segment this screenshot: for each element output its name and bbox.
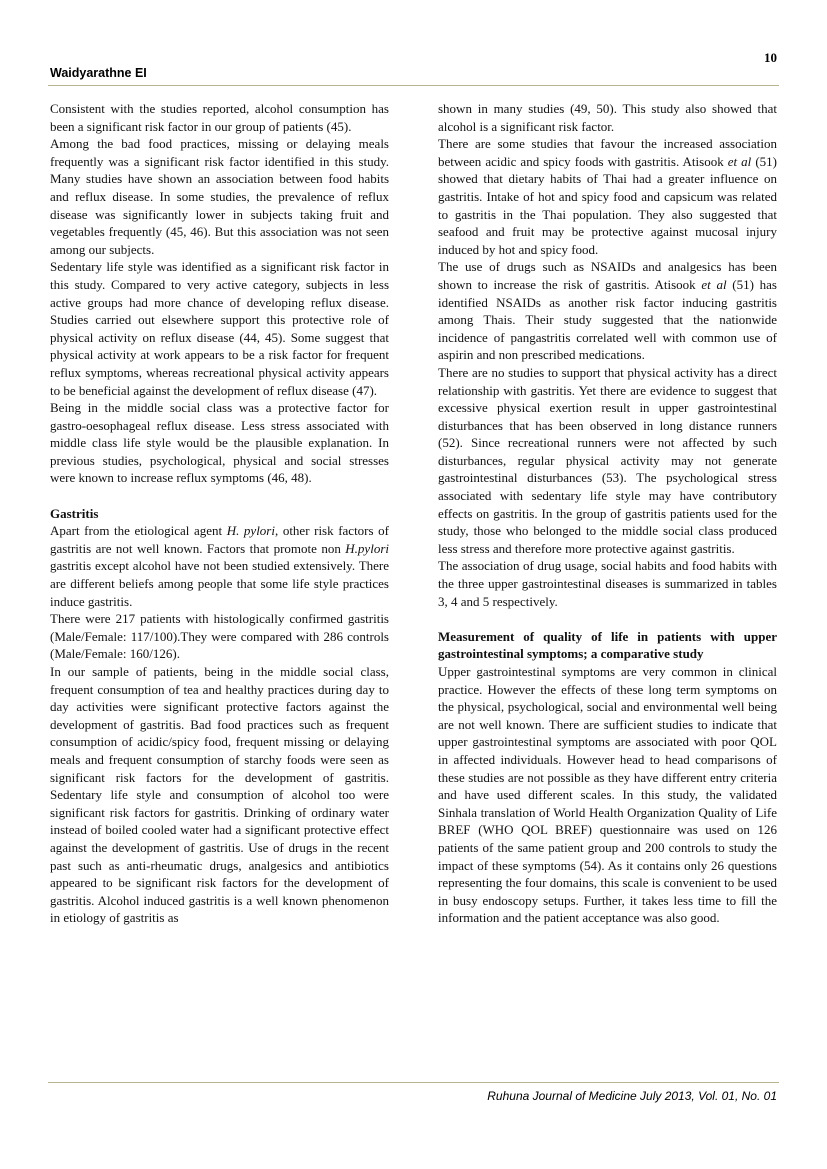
- footer-rule: [48, 1082, 779, 1083]
- header-rule: [48, 85, 779, 86]
- paragraph: Consistent with the studies reported, alcohol consumption has been a significant risk factor in our group of patients (45).: [50, 101, 389, 134]
- paragraph: Upper gastrointestinal symptoms are very common in clinical practice. However the effects of these long term symptoms on the physical, psychological, social and environmental well being are not well known. There are sufficient studies to indicate that upper gastrointestinal symptoms are associated with poor QOL in affected individuals. However head to head comparisons of these studies are not possible as they have different entry criteria and have used different scales. In this study, the validated Sinhala translation of World Health Organization Quality of Life BREF (WHO QOL BREF) questionnaire was used on 126 patients of the same patient group and 200 controls to study the impact of these symptoms (54). As it contains only 26 questions representing the four domains, this scale is convenient to be used in busy endoscopy setups. Further, it takes less time to fill the information and the patient acceptance was also good.: [438, 664, 777, 926]
- paragraph: Being in the middle social class was a protective factor for gastro-oesophageal reflux disease. Less stress associated with middle class life style would be the plausible explanation. In previous studies, psychological, physical and social stresses were known to increase reflux symptoms (46, 48).: [50, 400, 389, 486]
- italic-term: H.pylori: [345, 540, 389, 556]
- running-head-author: Waidyarathne EI: [50, 66, 147, 80]
- section-heading-qol: Measurement of quality of life in patients with upper gastrointestinal symptoms; a comparative study: [438, 628, 777, 662]
- paragraph: There are no studies to support that physical activity has a direct relationship with gastritis. Yet there are evidence to suggest that excessive physical exertion result in upper gastrointestinal disturbances that has been observed in long distance runners (52). Since recreational runners were not affected by such disturbances, regular physical activity may not generate gastrointestinal disturbances (53). The psychological stress associated with sedentary life style may have contributory effects on gastritis. In the group of gastritis patients used for the study, those who belonged to the middle social class produced less stress and therefore more protective against gastritis.: [438, 364, 777, 556]
- left-column: [50, 100, 389, 927]
- paragraph: [438, 135, 777, 258]
- text-run: The use of drugs such as NSAIDs and analgesics has been shown to increase the risk of gastritis. Atisook: [438, 259, 777, 292]
- paragraph: Among the bad food practices, missing or delaying meals frequently was a significant risk factor identified in this study. Many studies have shown an association between food habits and reflux disease. In some studies, the prevalence of reflux disease was significantly lower in subjects taking fruit and vegetables frequently (45, 46). But this association was not seen among our subjects.: [50, 136, 389, 257]
- italic-term: et al: [727, 153, 752, 169]
- journal-citation: Ruhuna Journal of Medicine July 2013, Vol. 01, No. 01: [487, 1089, 777, 1103]
- text-run: , other risk factors of gastritis are not well known. Factors that promote non: [50, 523, 389, 556]
- page-number: 10: [764, 50, 777, 65]
- right-column: [438, 100, 777, 927]
- paragraph: Sedentary life style was identified as a significant risk factor in this study. Compared to very active category, subjects in less active groups had more chance of developing reflux disease. Studies carried out elsewhere support this protective role of physical activity on reflux disease (44, 45). Some suggest that physical activity at work appears to be a risk factor for frequent reflux symptoms, whereas recreational physical activity appears to be beneficial against the development of reflux disease (47).: [50, 259, 389, 398]
- text-run: Apart from the etiological agent: [50, 523, 227, 539]
- italic-term: H. pylori: [226, 523, 275, 539]
- italic-term: et al: [701, 276, 727, 292]
- paragraph: There were 217 patients with histologically confirmed gastritis (Male/Female: 117/100).They were compared with 286 controls (Male/Female: 160/126).: [50, 611, 389, 662]
- spacer: [438, 610, 777, 628]
- text-run: gastritis except alcohol have not been studied extensively. There are different beliefs among people that some life style practices induce gastritis.: [50, 558, 389, 609]
- spacer: [50, 487, 389, 505]
- paragraph: The association of drug usage, social habits and food habits with the three upper gastrointestinal diseases is summarized in tables 3, 4 and 5 respectively.: [438, 558, 777, 609]
- paragraph: [438, 258, 777, 364]
- text-run: (51) showed that dietary habits of Thai had a greater influence on gastritis. Intake of hot and spicy food and capsicum was related to gastritis in the Thai population. They also suggested that seafood and fruit may be protective against mucosal injury induced by hot and spicy food.: [438, 153, 777, 257]
- paragraph: [50, 522, 389, 610]
- section-heading-gastritis: Gastritis: [50, 505, 99, 521]
- paragraph: In our sample of patients, being in the middle social class, frequent consumption of tea and healthy practices during day to day activities were significant protective factors against the development of gastritis. Bad food practices such as frequent consumption of acidic/spicy food, frequent missing or delaying meals and frequent consumption of starchy foods were seen as significant risk factors for the development of gastritis. Sedentary life style and consumption of alcohol too were significant risk factors for gastritis. Drinking of ordinary water instead of boiled cooled water had a significant protective effect against the development of gastritis. Use of drugs in the recent past such as anti-rheumatic drugs, analgesics and antibiotics appeared to be significant risk factors for the development of gastritis. Alcohol induced gastritis is a well known phenomenon in etiology of gastritis as: [50, 664, 389, 926]
- text-run: (51) has identified NSAIDs as another risk factor inducing gastritis among Thais. Their study suggested that the nationwide incidence of pangastritis correlated well with common use of aspirin and non prescribed medications.: [438, 276, 777, 363]
- paragraph: shown in many studies (49, 50). This study also showed that alcohol is a significant risk factor.: [438, 101, 777, 134]
- text-run: There are some studies that favour the increased association between acidic and spicy foods with gastritis. Atisook: [438, 136, 777, 169]
